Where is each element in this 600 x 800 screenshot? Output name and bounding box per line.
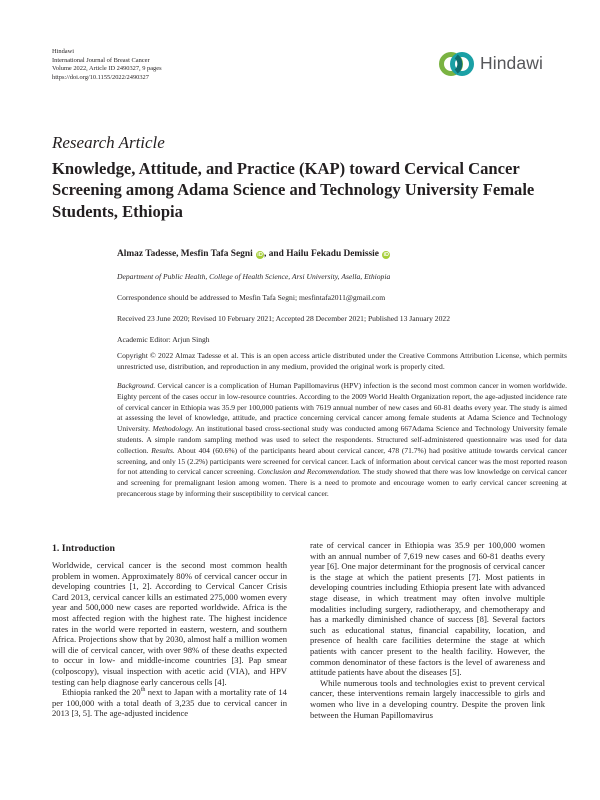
journal-name: International Journal of Breast Cancer (52, 56, 150, 64)
abstract (117, 381, 567, 500)
superscript: th (140, 687, 146, 694)
paragraph-text: Ethiopia ranked the 20 (62, 687, 141, 698)
body-column-left (52, 560, 287, 719)
copyright-notice: Copyright © 2022 Almaz Tadesse et al. This is an open access article distributed under the Creative Commons Attribution License, which permits unrestricted use, distribution, and reproduction in any medium, provided the original work is properly cited. (117, 351, 567, 371)
abstract-results-label: Results. (148, 445, 175, 455)
abstract-results: About 404 (60.6%) of the participants heard about cervical cancer, 478 (71.7%) had positive attitude towards cervical cancer screening, and only 15 (2.2%) participants were screened for cervical cancer. Lack of information about cervical cancer was the most reported reason for not attending to cervical cancer screening. (117, 445, 568, 477)
body-column-right (310, 540, 545, 720)
author-list (117, 249, 390, 259)
brand-wordmark: Hindawi (480, 53, 543, 73)
abstract-methodology: An institutional based cross-sectional study was conducted among 667Adama Science and Technology University female students. A simple random sampling method was used to select the respondents. Structured self-administered questionnaire was used for data collection. (117, 424, 567, 455)
academic-editor: Academic Editor: Arjun Singh (117, 335, 210, 344)
orcid-icon[interactable]: iD (383, 252, 390, 258)
paragraph (52, 687, 287, 719)
journal-header (52, 48, 312, 82)
section-heading: 1. Introduction (52, 543, 115, 554)
paragraph-text: next to Japan with a mortality rate of 14 per 100,000 with a total death of 3,235 due to cervical cancer in 2013 [3, 5]. The age-adjusted incidence (52, 687, 287, 719)
publication-dates: Received 23 June 2020; Revised 10 February 2021; Accepted 28 December 2021; Published 13 January 2022 (117, 314, 450, 323)
orcid-icon[interactable]: iD (257, 252, 263, 258)
correspondence: Correspondence should be addressed to Mesfin Tafa Segni; mesfintafa2011@gmail.com (117, 293, 386, 302)
hindawi-logo (438, 43, 568, 87)
article-title: Knowledge, Attitude, and Practice (KAP) toward Cervical Cancer Screening among Adama Science and Technology University Female Students, Ethiopia (52, 159, 535, 221)
author-names-1: Almaz Tadesse, Mesfin Tafa Segni (117, 249, 253, 259)
abstract-methodology-label: Methodology. (150, 424, 194, 434)
article-type: Research Article (52, 133, 165, 152)
abstract-background-label: Background. (117, 381, 156, 390)
author-names-2: , and Hailu Fekadu Demissie (264, 249, 379, 259)
abstract-background: Cervical cancer is a complication of Human Papillomavirus (HPV) infection is the second most common cancer in women worldwide. Eighty percent of the cases occur in low-resource countries. According to the 2009 World Health Organization report, the age-adjusted incidence rate of cervical cancer in Ethiopia was 35.9 per 100,000 patients with 7619 annual number of new cases and 60-81 deaths every year. The study is aimed at assessing the level of knowledge, attitude, and practice concerning cervical cancer among female students at Adama Science and Technology University. (117, 381, 567, 434)
paragraph: Worldwide, cervical cancer is the second most common health problem in women. Approximately 80% of cervical cancer occur in developing countries [1, 2]. According to Cervical Cancer Crisis Card 2013, cervical cancer kills an estimated 275,000 women every year and 500,000 new cases are reported worldwide. Africa is the most affected region with the highest rate. The highest incidence rates in the world were reported in eastern, western, and southern Africa. Projections show that by 2030, almost half a million women will die of cervical cancer, with over 98% of these deaths expected to occur in low- and middle-income countries [3]. Pap smear (colposcopy), visual inspection with acetic acid (VIA), and HPV testing can help diagnose early cancerous cells [4]. (52, 560, 287, 687)
doi-link[interactable]: https://doi.org/10.1155/2022/2490327 (52, 73, 149, 81)
paragraph: rate of cervical cancer in Ethiopia was 35.9 per 100,000 women with an annual number of 7,619 new cases and 60-81 deaths every year [6]. One major determinant for the prognosis of cervical cancer is the stage at which the patient presents [7]. Most patients in developing countries including Ethiopia present late with advanced stage disease, in which treatment may often involve multiple modalities including surgery, radiotherapy, and chemotherapy and has a markedly diminished chance of success [8]. Several factors such as educational status, financial capability, location, and presence of health care facilities determine the stage at which patients with cancer present to the health facility. However, the common denominator of these factors is the level of awareness and attitude patients have about the diseases [5]. (310, 540, 545, 678)
paragraph: While numerous tools and technologies exist to prevent cervical cancer, these interventions remain largely inaccessible to girls and women who live in a developing country. Despite the proven link between the Human Papillomavirus (310, 677, 545, 720)
abstract-conclusion-label: Conclusion and Recommendation. (255, 467, 361, 477)
publisher-name: Hindawi (52, 48, 75, 55)
affiliation: Department of Public Health, College of Health Science, Arsi University, Asella, Ethiopia (117, 272, 391, 281)
volume-info: Volume 2022, Article ID 2490327, 9 pages (52, 65, 162, 73)
abstract-conclusion: The study showed that there was low knowledge on cervical cancer and screening for premalignant lesion among women. There is a need to promote and encourage women to early cervical cancer screening at precancerous stage by informing their susceptibility to cervical cancer. (117, 467, 567, 498)
hindawi-logo-icon (438, 43, 478, 83)
